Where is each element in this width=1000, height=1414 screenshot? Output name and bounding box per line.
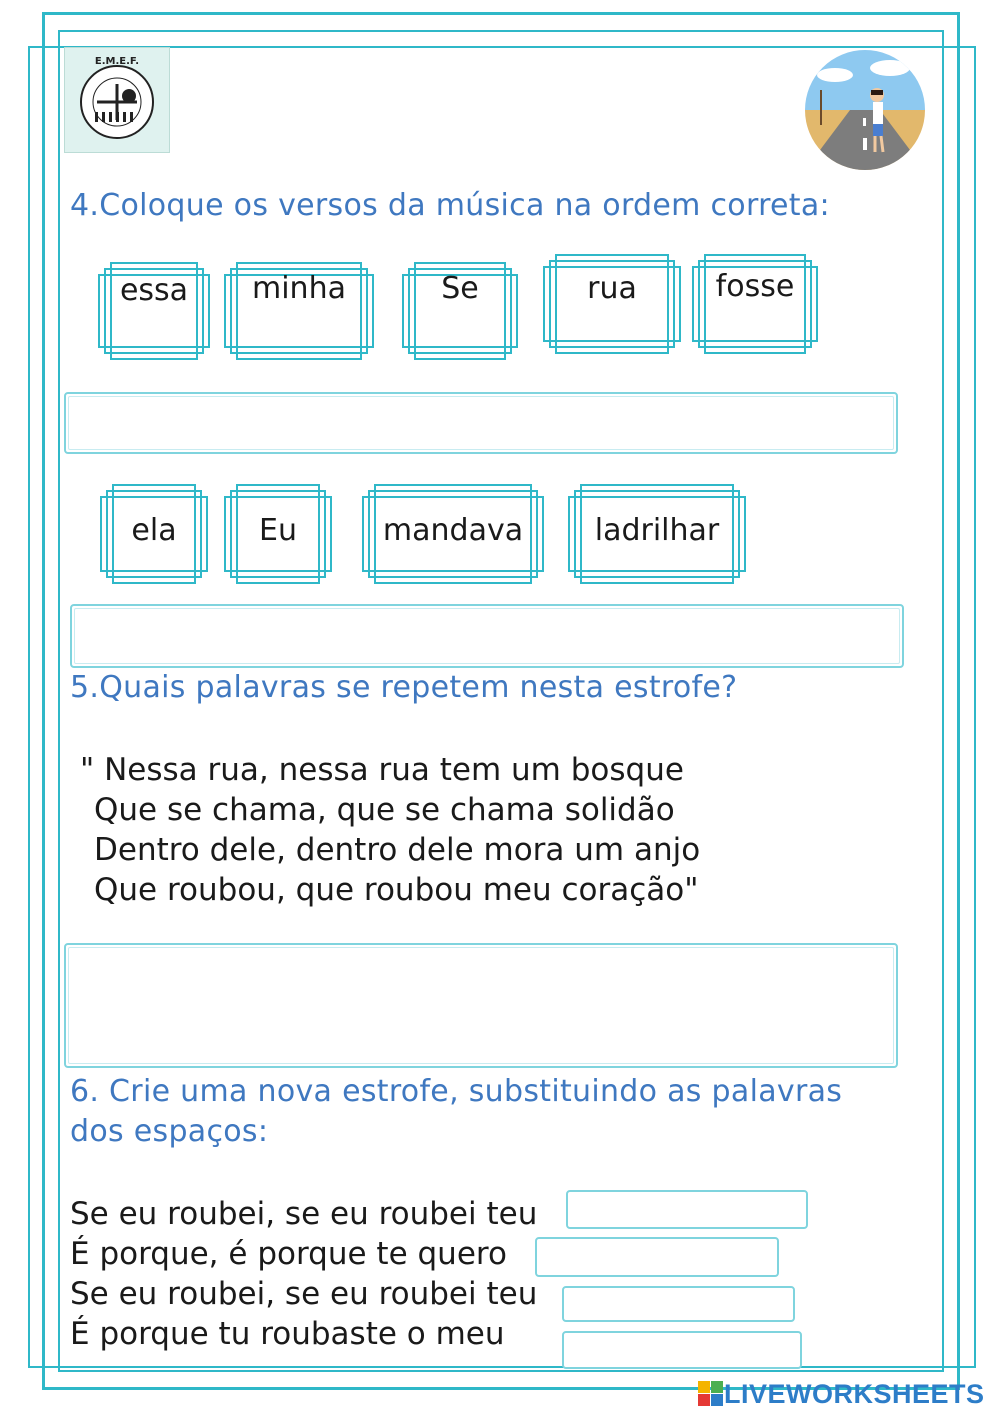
word-tile[interactable] (692, 254, 818, 354)
question-4-title: 4.Coloque os versos da música na ordem correta: (70, 188, 830, 223)
question-5-title: 5.Quais palavras se repetem nesta estrofe? (70, 670, 738, 705)
teacher-avatar (805, 50, 925, 170)
fill-in-field-2[interactable] (535, 1237, 779, 1277)
stanza-line: É porque tu roubaste o meu (70, 1316, 505, 1352)
word-tile[interactable] (98, 262, 210, 360)
fill-in-field-1[interactable] (566, 1190, 808, 1229)
answer-field-row2[interactable] (70, 604, 904, 668)
stanza-line: Se eu roubei, se eu roubei teu (70, 1196, 538, 1232)
word-tile-label: essa (119, 272, 189, 308)
liveworksheets-logo (698, 1379, 985, 1409)
answer-field-repeated-words[interactable] (64, 943, 898, 1068)
fill-in-field-4[interactable] (562, 1331, 802, 1369)
brand-name: LIVEWORKSHEETS (724, 1378, 985, 1409)
answer-field-row1[interactable] (64, 392, 898, 454)
verse-line: Que se chama, que se chama solidão (94, 792, 675, 828)
word-tile[interactable] (362, 484, 544, 584)
word-tile-label: ladrilhar (594, 512, 720, 548)
word-tile[interactable] (543, 254, 681, 354)
verse-line: Dentro dele, dentro dele mora um anjo (94, 832, 701, 868)
word-tile[interactable] (224, 262, 374, 360)
stanza-line: Se eu roubei, se eu roubei teu (70, 1276, 538, 1312)
word-tile[interactable] (100, 484, 208, 584)
question-6-title-line2: dos espaços: (70, 1114, 269, 1149)
school-logo (64, 47, 170, 153)
word-tile[interactable] (402, 262, 518, 360)
verse-line: Que roubou, que roubou meu coração" (94, 872, 699, 908)
word-tile[interactable] (568, 484, 746, 584)
word-tile-label: rua (587, 270, 637, 306)
word-tile[interactable] (224, 484, 332, 584)
word-tile-label: Eu (259, 512, 297, 548)
stanza-line: É porque, é porque te quero (70, 1236, 507, 1272)
avatar-road-icon (805, 50, 925, 170)
liveworksheets-blocks-icon (698, 1381, 724, 1407)
word-tile-label: fosse (715, 268, 795, 304)
word-tile-label: ela (131, 512, 177, 548)
question-6-title-line1: 6. Crie uma nova estrofe, substituindo as palavras (70, 1074, 843, 1109)
verse-line: " Nessa rua, nessa rua tem um bosque (80, 752, 684, 788)
svg-text:E.M.E.F.: E.M.E.F. (94, 56, 140, 67)
school-seal-icon (67, 50, 167, 150)
fill-in-field-3[interactable] (562, 1286, 795, 1322)
word-tile-label: minha (252, 270, 346, 306)
word-tile-label: Se (441, 270, 479, 306)
word-tile-label: mandava (382, 512, 524, 548)
